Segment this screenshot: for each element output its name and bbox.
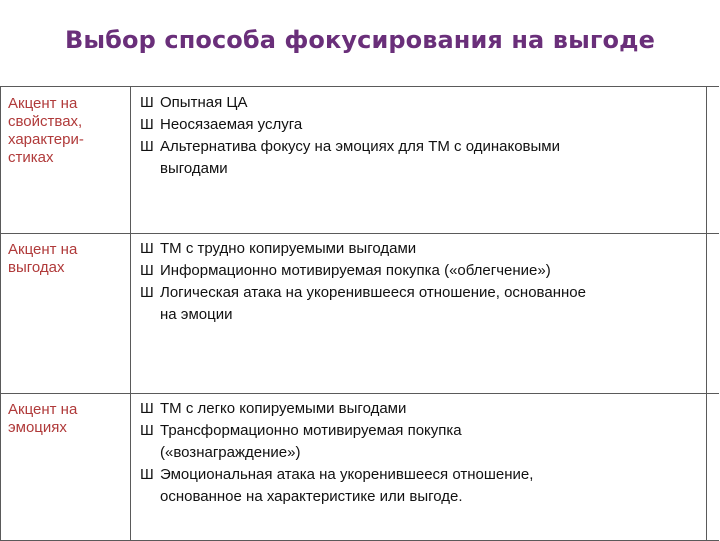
row-label-line: характери- [8, 131, 84, 148]
item-line: на эмоции [160, 306, 233, 323]
item-line: Логическая атака на укоренившееся отношение, основанное [160, 284, 586, 301]
focus-table [0, 86, 719, 540]
item-line: Эмоциональная атака на укоренившееся отношение, [160, 466, 534, 483]
table-border-left [0, 87, 1, 540]
row-label-line: Акцент на [8, 95, 78, 112]
bullet-marker: Ш [140, 240, 154, 257]
row-label-emotions [8, 401, 128, 437]
table-border-right [706, 87, 707, 540]
list-item [140, 398, 700, 420]
row-label-line: Акцент на [8, 401, 78, 418]
row-label-line: эмоциях [8, 419, 67, 436]
list-item [140, 282, 700, 326]
item-line: («вознаграждение») [160, 444, 301, 461]
bullet-marker: Ш [140, 262, 154, 279]
list-item [140, 260, 700, 282]
row-label-line: свойствах, [8, 113, 83, 130]
bullet-marker: Ш [140, 94, 154, 111]
item-line: ТМ с легко копируемыми выгодами [160, 400, 407, 417]
list-item [140, 464, 700, 508]
row-label-line: Акцент на [8, 241, 78, 258]
item-line: основанное на характеристике или выгоде. [160, 488, 463, 505]
item-line: Трансформационно мотивируемая покупка [160, 422, 462, 439]
row-label-line: выгодах [8, 259, 65, 276]
bullet-marker: Ш [140, 466, 154, 483]
item-line: Альтернатива фокусу на эмоциях для ТМ с одинаковыми [160, 138, 560, 155]
item-line: Информационно мотивируемая покупка («облегчение») [160, 262, 551, 279]
item-line: ТМ с трудно копируемыми выгодами [160, 240, 417, 257]
row-label-properties [8, 95, 128, 167]
row-divider-2 [0, 393, 719, 394]
item-line: Неосязаемая услуга [160, 116, 303, 133]
row-label-benefits [8, 241, 128, 277]
item-line: выгодами [160, 160, 228, 177]
row-label-line: стиках [8, 149, 54, 166]
list-item [140, 114, 700, 136]
list-item [140, 420, 700, 464]
bullet-marker: Ш [140, 422, 154, 439]
row-divider-1 [0, 233, 719, 234]
row-items-benefits [140, 238, 700, 326]
list-item [140, 136, 700, 180]
row-items-emotions [140, 398, 700, 508]
column-divider [130, 87, 131, 540]
bullet-marker: Ш [140, 284, 154, 301]
list-item [140, 238, 700, 260]
bullet-marker: Ш [140, 116, 154, 133]
list-item [140, 92, 700, 114]
row-items-properties [140, 92, 700, 180]
item-line: Опытная ЦА [160, 94, 248, 111]
bullet-marker: Ш [140, 138, 154, 155]
page-title: Выбор способа фокусирования на выгоде [64, 26, 655, 54]
bullet-marker: Ш [140, 400, 154, 417]
